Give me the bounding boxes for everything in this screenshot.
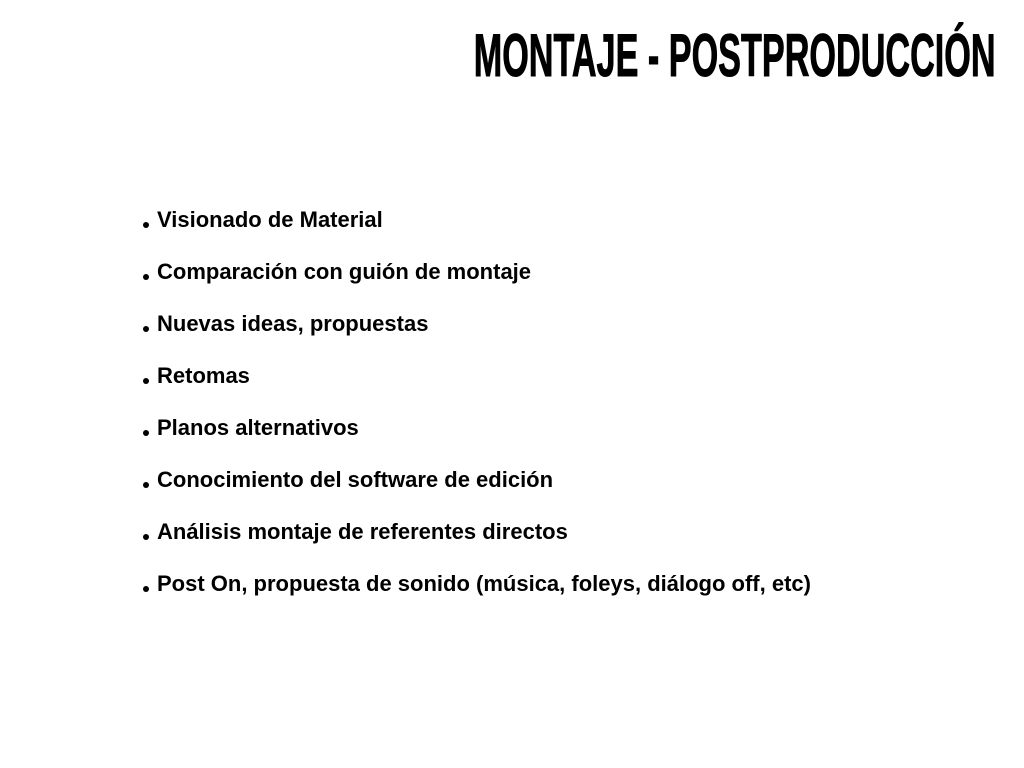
bullet-dot-icon xyxy=(143,586,149,592)
list-item-text: Planos alternativos xyxy=(157,415,359,440)
bullet-dot-icon xyxy=(143,222,149,228)
list-item xyxy=(141,558,811,610)
list-item xyxy=(141,402,811,454)
list-item xyxy=(141,454,811,506)
list-item-text: Visionado de Material xyxy=(157,207,383,232)
list-item-text: Conocimiento del software de edición xyxy=(157,467,554,492)
list-item xyxy=(141,194,811,246)
bullet-dot-icon xyxy=(143,378,149,384)
list-item-text: Retomas xyxy=(157,363,250,388)
list-item xyxy=(141,350,811,402)
bullet-list xyxy=(141,194,811,610)
slide-title: MONTAJE - POSTPRODUCCIÓN xyxy=(474,22,996,89)
list-item xyxy=(141,246,811,298)
bullet-dot-icon xyxy=(143,274,149,280)
list-item xyxy=(141,298,811,350)
list-item-text: Nuevas ideas, propuestas xyxy=(157,311,429,336)
list-item-text: Post On, propuesta de sonido (música, foleys, diálogo off, etc) xyxy=(157,571,811,596)
bullet-dot-icon xyxy=(143,482,149,488)
bullet-dot-icon xyxy=(143,430,149,436)
list-item-text: Comparación con guión de montaje xyxy=(157,259,532,284)
bullet-dot-icon xyxy=(143,534,149,540)
list-item xyxy=(141,506,811,558)
list-item-text: Análisis montaje de referentes directos xyxy=(157,519,568,544)
bullet-dot-icon xyxy=(143,326,149,332)
